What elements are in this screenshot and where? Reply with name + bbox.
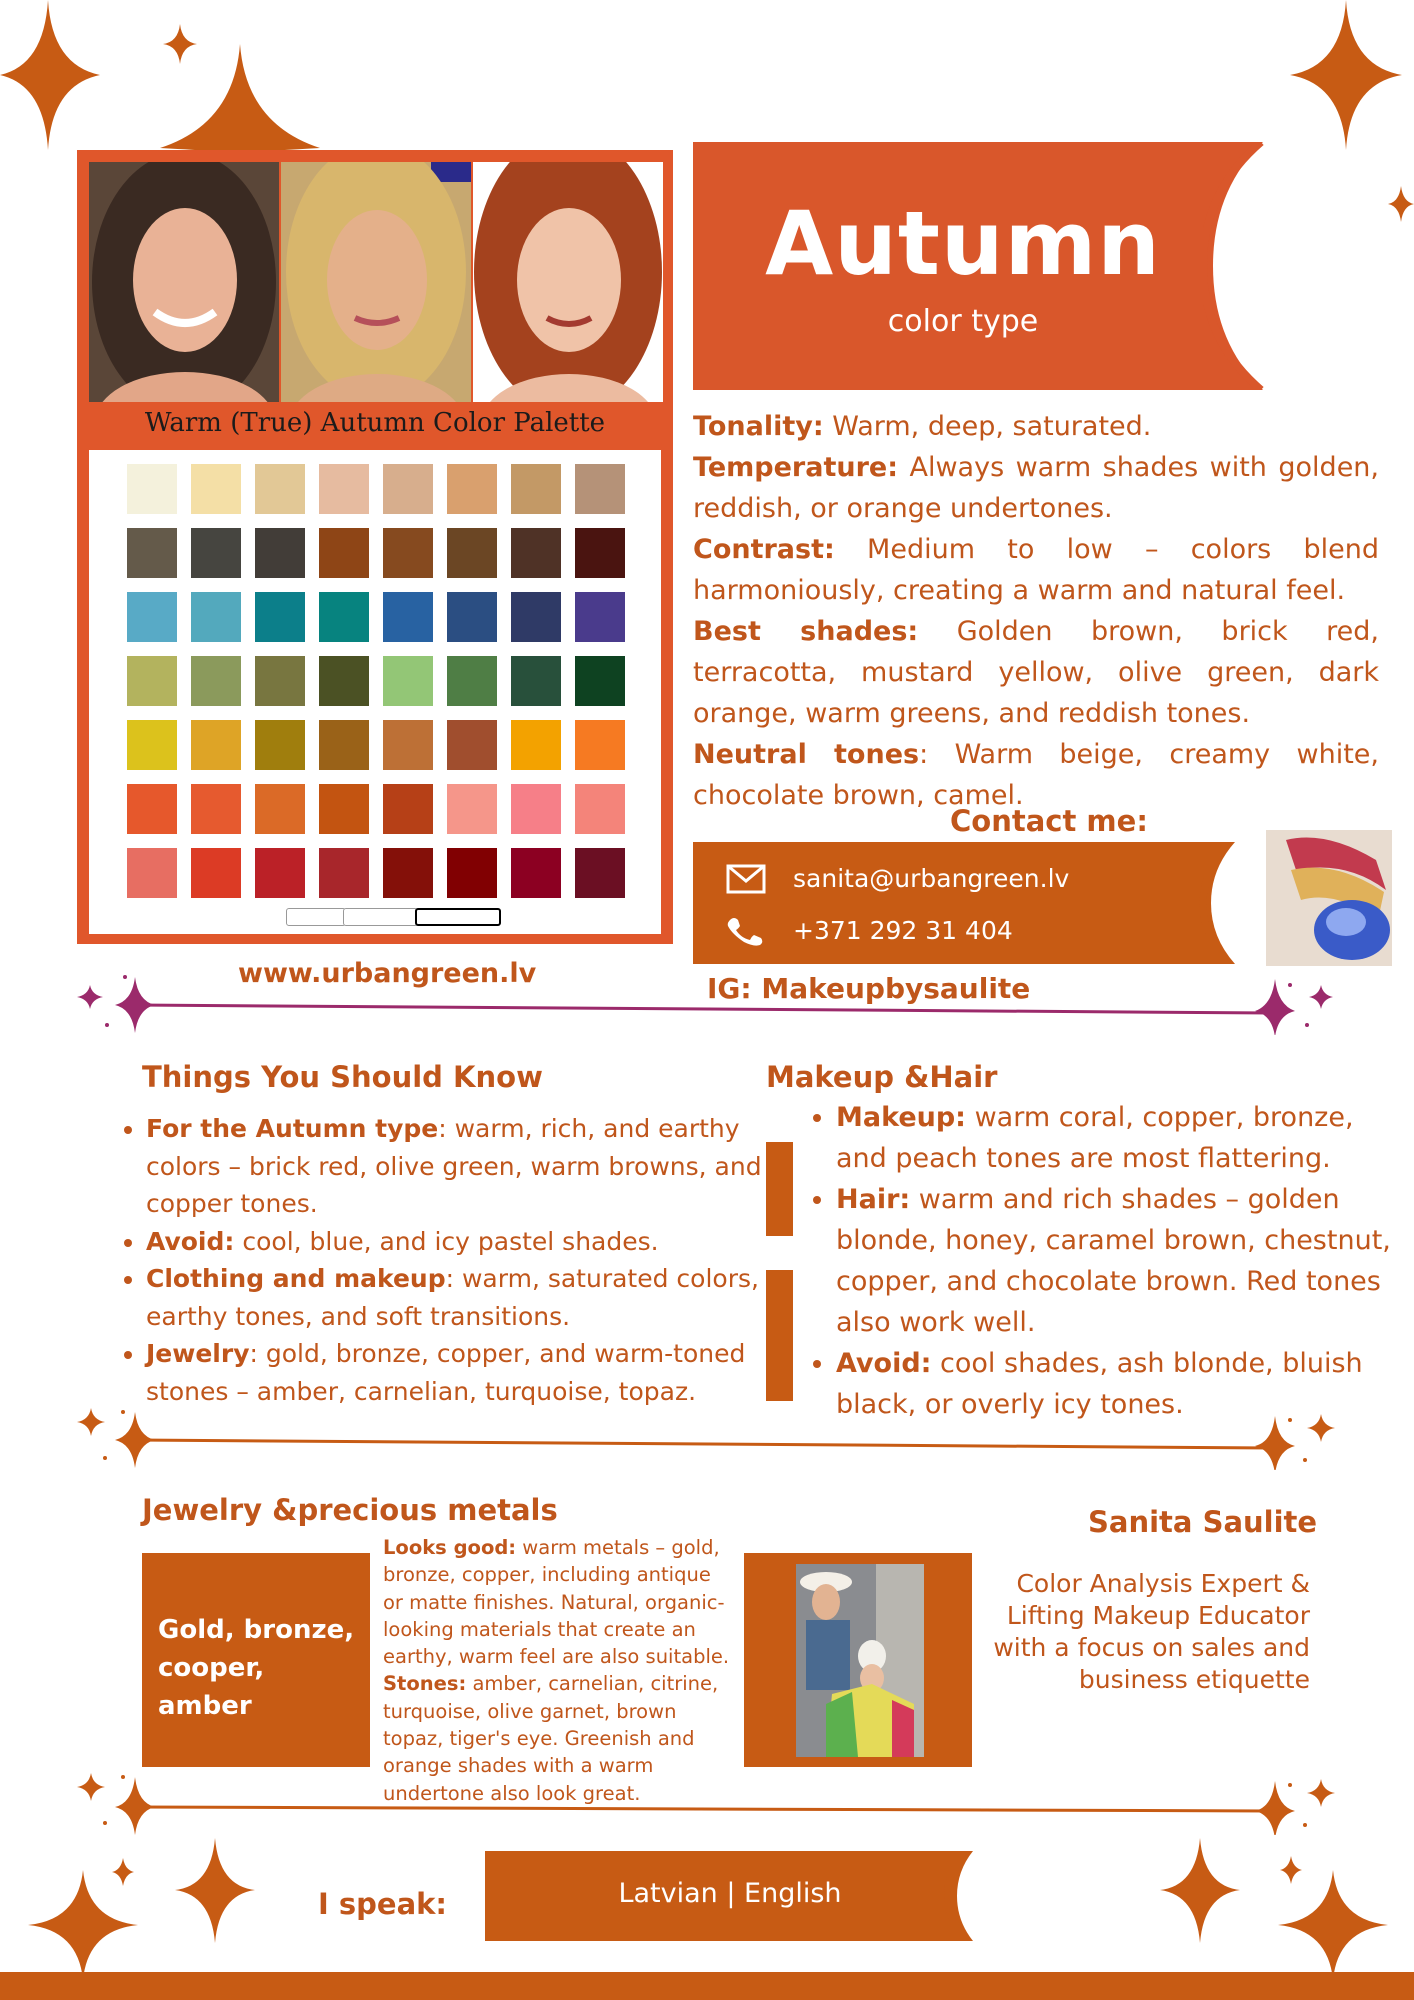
sparkle-star-icon (175, 1838, 255, 1943)
bottom-strip (0, 1972, 1414, 2000)
things-list (120, 1110, 770, 1410)
sparkle-star-icon (1290, 0, 1402, 150)
color-swatch (191, 464, 241, 514)
looks-good-body: warm metals – gold, bronze, copper, including antique or matte finishes. Natural, organic-looking materials that create an earthy, warm feel are also suitable. (383, 1536, 730, 1669)
banner-subtitle: color type (887, 304, 1039, 339)
item-label: Avoid: (836, 1348, 932, 1379)
makeup-hair-heading: Makeup &Hair (766, 1060, 998, 1094)
portrait-photo-1 (89, 162, 279, 402)
item-text: : gold, bronze, copper, and warm-toned stones – amber, carnelian, turquoise, topaz. (146, 1339, 746, 1406)
palette-title: Warm (True) Autumn Color Palette (144, 408, 606, 438)
color-swatch (575, 848, 625, 898)
divider-line (75, 1400, 1350, 1470)
color-swatch (319, 784, 369, 834)
color-swatch (319, 848, 369, 898)
languages-label: I speak: (318, 1887, 448, 1921)
color-swatch (447, 720, 497, 770)
sparkle-star-icon (1278, 1870, 1388, 1980)
contact-phone[interactable]: +371 292 31 404 (793, 916, 1013, 945)
languages-value: Latvian | English (618, 1878, 842, 1909)
swatch-panel (89, 450, 661, 934)
sparkle-star-icon (1388, 186, 1414, 222)
color-swatch (511, 784, 561, 834)
color-swatch (191, 784, 241, 834)
color-swatch (127, 592, 177, 642)
website-link[interactable]: www.urbangreen.lv (238, 958, 537, 989)
color-swatch (319, 592, 369, 642)
color-swatch (447, 656, 497, 706)
item-text: : warm, saturated colors, earthy tones, and soft transitions. (146, 1264, 759, 1331)
color-swatch (255, 592, 305, 642)
color-swatch (383, 592, 433, 642)
metals-box (142, 1553, 370, 1767)
profile-photo-frame (744, 1553, 972, 1767)
divider-line (75, 1765, 1350, 1835)
banner-arc-decoration (1203, 142, 1273, 390)
color-swatch (575, 720, 625, 770)
color-swatch (191, 848, 241, 898)
color-swatch (127, 464, 177, 514)
color-swatch (383, 720, 433, 770)
jewelry-heading: Jewelry &precious metals (142, 1493, 558, 1527)
color-swatch (447, 848, 497, 898)
instagram-handle[interactable]: IG: Makeupbysaulite (707, 972, 1031, 1005)
item-text: cool, blue, and icy pastel shades. (234, 1226, 659, 1256)
profile-name: Sanita Saulite (1088, 1505, 1318, 1539)
color-swatch (383, 656, 433, 706)
color-swatch (447, 464, 497, 514)
contrast-line (693, 529, 1379, 611)
color-swatch (191, 592, 241, 642)
best-shades-line (693, 611, 1379, 734)
item-label: Avoid: (146, 1226, 235, 1256)
phone-icon (726, 916, 764, 946)
color-swatch (319, 464, 369, 514)
portrait-photo-3 (473, 162, 663, 402)
color-swatch (383, 784, 433, 834)
tonality-text: Warm, deep, saturated. (823, 411, 1152, 442)
sparkle-star-icon (0, 0, 100, 150)
contrast-label: Contrast: (693, 534, 835, 565)
looks-good-text (383, 1534, 733, 1670)
mail-icon (726, 864, 766, 894)
profile-bio: Color Analysis Expert & Lifting Makeup Educator with a focus on sales and business etiquette (993, 1569, 1310, 1694)
color-swatch (127, 848, 177, 898)
item-label: Hair: (836, 1184, 911, 1215)
color-swatch (575, 528, 625, 578)
color-swatch (127, 784, 177, 834)
color-swatch (383, 528, 433, 578)
color-swatch (383, 848, 433, 898)
list-item (836, 1179, 1400, 1343)
divider-line (75, 965, 1350, 1035)
color-swatch (191, 720, 241, 770)
color-swatch (319, 720, 369, 770)
neutral-tones-label: Neutral tones (693, 739, 920, 770)
languages-arc-decoration (935, 1851, 985, 1941)
color-swatch (511, 848, 561, 898)
item-text: warm coral, copper, bronze, and peach tones are most flattering. (836, 1102, 1354, 1174)
temperature-text: Always warm shades with golden, reddish, or orange undertones. (693, 452, 1379, 524)
color-swatch (255, 784, 305, 834)
item-label: Jewelry (146, 1339, 250, 1368)
temperature-label: Temperature: (693, 452, 899, 483)
color-swatch (255, 656, 305, 706)
color-swatch (511, 656, 561, 706)
fan-deck-photo (1266, 830, 1392, 966)
color-swatch (575, 656, 625, 706)
makeup-hair-list (810, 1097, 1400, 1425)
color-type-description (693, 406, 1379, 816)
color-swatch (447, 592, 497, 642)
color-swatch (511, 464, 561, 514)
item-label: Makeup: (836, 1102, 966, 1133)
temperature-line (693, 447, 1379, 529)
color-swatch (255, 528, 305, 578)
color-swatch (127, 656, 177, 706)
item-text: cool shades, ash blonde, bluish black, or overly icy tones. (836, 1348, 1363, 1420)
list-item (836, 1097, 1400, 1179)
sparkle-star-icon (28, 1870, 138, 1980)
palette-scrollbar[interactable] (286, 908, 500, 926)
contact-arc-decoration (1193, 842, 1253, 964)
color-swatch (575, 464, 625, 514)
list-item (146, 1335, 770, 1410)
color-swatch (255, 464, 305, 514)
color-swatch (127, 528, 177, 578)
color-swatch (575, 592, 625, 642)
best-shades-text: Golden brown, brick red, terracotta, mustard yellow, olive green, dark orange, warm greens, and reddish tones. (693, 616, 1379, 729)
list-item (146, 1110, 770, 1223)
portrait-photo-2 (281, 162, 471, 402)
neutral-tones-text: : Warm beige, creamy white, chocolate brown, camel. (693, 739, 1379, 811)
color-palette-card (77, 150, 673, 944)
list-item (146, 1223, 770, 1261)
color-swatch (511, 720, 561, 770)
profile-photo (796, 1564, 924, 1757)
color-swatch (191, 656, 241, 706)
contact-heading: Contact me: (950, 804, 1148, 838)
color-swatch (511, 592, 561, 642)
color-swatch (447, 784, 497, 834)
color-swatch (511, 528, 561, 578)
sparkle-star-icon (160, 44, 320, 154)
autumn-banner (693, 142, 1273, 390)
accent-bar (766, 1142, 793, 1236)
banner-title: Autumn (765, 192, 1161, 295)
color-swatch (127, 720, 177, 770)
languages-bar (485, 1851, 985, 1941)
sparkle-star-icon (1160, 1838, 1240, 1943)
sparkle-star-icon (112, 1858, 134, 1886)
item-label: Clothing and makeup (146, 1264, 446, 1293)
item-text: : warm, rich, and earthy colors – brick red, olive green, warm browns, and copper tones. (146, 1114, 762, 1218)
best-shades-label: Best shades: (693, 616, 919, 647)
item-label: For the Autumn type (146, 1114, 439, 1143)
swatch-grid (127, 464, 625, 898)
tonality-label: Tonality: (693, 411, 824, 442)
tonality-line (693, 406, 1379, 447)
color-swatch (383, 464, 433, 514)
contrast-text: Medium to low – colors blend harmoniously, creating a warm and natural feel. (693, 534, 1379, 606)
color-swatch (575, 784, 625, 834)
looks-good-label: Looks good: (383, 1536, 517, 1559)
contact-bar (693, 842, 1253, 964)
color-swatch (447, 528, 497, 578)
color-swatch (255, 848, 305, 898)
color-swatch (319, 656, 369, 706)
accent-bar (766, 1270, 793, 1401)
color-swatch (319, 528, 369, 578)
things-heading: Things You Should Know (142, 1060, 543, 1094)
color-swatch (191, 528, 241, 578)
list-item (146, 1260, 770, 1335)
stones-body: amber, carnelian, citrine, turquoise, olive garnet, brown topaz, tiger's eye. Greenish and orange shades with a warm undertone also look great. (383, 1672, 719, 1805)
stones-label: Stones: (383, 1672, 467, 1696)
contact-email[interactable]: sanita@urbangreen.lv (793, 864, 1070, 893)
color-swatch (255, 720, 305, 770)
metals-box-text: Gold, bronze, cooper, amber (158, 1615, 355, 1721)
item-text: warm and rich shades – golden blonde, honey, caramel brown, chestnut, copper, and chocolate brown. Red tones also work well. (836, 1184, 1391, 1338)
